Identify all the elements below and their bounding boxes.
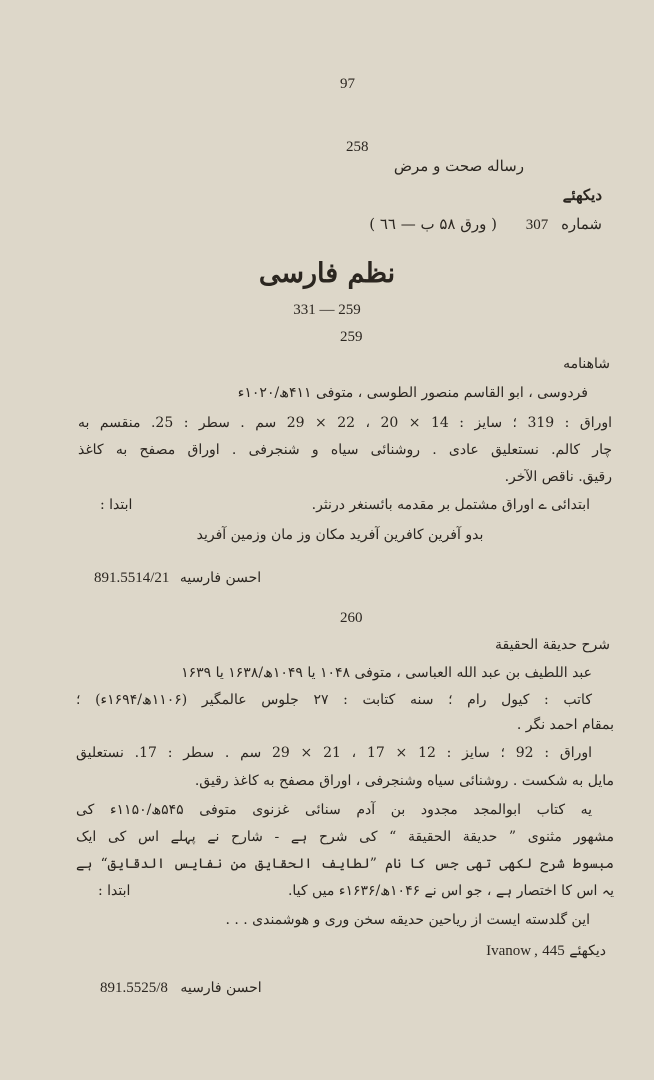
entry-259-verse: بدو آفرین کافرین آفرید مکان وز مان وزمین آفرید bbox=[196, 527, 484, 543]
section-258-shumara bbox=[369, 215, 602, 234]
entry-259-ibtida-label: ابتدا : bbox=[100, 497, 133, 513]
entry-260-number: 260 bbox=[340, 610, 363, 626]
section-258-number: 258 bbox=[346, 139, 369, 155]
entry-260-desc-line2: مایل به شکست . روشنائی سیاه وشنجرفی ، اوراق مصفح به کاغذ رقیق. bbox=[194, 773, 614, 789]
entry-260-ibtida-label: ابتدا : bbox=[98, 883, 131, 899]
section-heading: نظم فارسی bbox=[258, 258, 396, 289]
entry-260-note-line1: یه کتاب ابوالمجد مجدود بن آدم سنائی غزنوی متوفی ۵۴۵ھ/۱۱۵۰ء کی bbox=[76, 802, 592, 818]
entry-260-catalog-number: 891.5525/8 bbox=[100, 980, 168, 996]
entry-259-catalog-number: 891.5514/21 bbox=[94, 570, 170, 586]
entry-259-catalog bbox=[94, 570, 261, 587]
entry-260-see-ref: دیکھئے Ivanow , 445 bbox=[486, 943, 606, 959]
entry-260-note-line2: مشهور مثنوی ” حدیقة الحقیقة “ کی شرح ہے - شارح نے پہلے اس کی ایک bbox=[76, 829, 614, 845]
shumara-folio: ( ورق ۵۸ ب — ٦٦ ) bbox=[369, 215, 498, 233]
page-number: 97 bbox=[340, 76, 355, 92]
entry-259-desc-line3: رقیق. ناقص الآخر. bbox=[504, 469, 612, 485]
shumara-label: شماره bbox=[561, 215, 602, 233]
entry-259-catalog-label: احسن فارسیه bbox=[179, 570, 262, 586]
section-258-see: دیکھئے bbox=[562, 186, 602, 204]
entry-260-katib-line1: کاتب : کیول رام ؛ سنه کتابت : ۲۷ جلوس عالمگیر (۱۱۰۶ھ/۱۶۹۴ء) ؛ bbox=[76, 692, 592, 708]
entry-260-see-ref-number: 445 bbox=[542, 943, 565, 959]
entry-259-title: شاهنامه bbox=[563, 356, 610, 372]
entry-260-title: شرح حدیقة الحقیقة bbox=[495, 637, 610, 653]
entry-260-desc-line1: اوراق : 92 ؛ سایز : 12 × 17 ، 21 × 29 سم . سطر : 17. نستعلیق bbox=[76, 745, 592, 761]
entry-259-desc-line2: چار کالم. نستعلیق عادی . روشنائی سیاه و شنجرفی . اوراق مصفح به کاغذ bbox=[78, 442, 612, 458]
entry-260-catalog bbox=[100, 980, 262, 997]
entry-260-note-line4: یہ اس کا اختصار ہے ، جو اس نے ۱۰۴۶ھ/۱۶۳۶ء میں کیا. bbox=[287, 883, 614, 899]
shumara-number: 307 bbox=[525, 217, 549, 233]
entry-260-note-line3: مبسوط شرح لکھی تھی جس کا نام ”لطایف الحقایق من نفایس الدقایق“ ہے bbox=[76, 856, 614, 872]
entry-259-number: 259 bbox=[340, 329, 363, 345]
entry-260-catalog-label: احسن فارسیه bbox=[180, 980, 262, 996]
entry-260-see-ref-label: دیکھئے bbox=[569, 943, 606, 959]
heading-range: 331 — 259 bbox=[293, 302, 361, 318]
entry-259-author: فردوسی ، ابو القاسم منصور الطوسی ، متوفی ۴۱۱ھ/۱۰۲۰ء bbox=[237, 385, 588, 401]
entry-260-see-ref-name: Ivanow bbox=[486, 943, 531, 959]
entry-260-verse: این گلدسته ایست از ریاحین حدیقه سخن وری و هوشمندی . . . bbox=[225, 912, 590, 928]
section-258-title: رساله صحت و مرض bbox=[393, 157, 524, 175]
entry-260-katib-line2: بمقام احمد نگر . bbox=[516, 717, 614, 733]
entry-259-desc-line1: اوراق : 319 ؛ سایز : 14 × 20 ، 22 × 29 سم . سطر : 25. منقسم به bbox=[78, 415, 613, 431]
entry-260-author: عبد اللطیف بن عبد الله العباسی ، متوفی ۱۰۴۸ یا ۱۰۴۹ھ/۱۶۳۸ یا ۱۶۳۹ bbox=[181, 665, 592, 681]
entry-259-intro: ابتدائی ے اوراق مشتمل بر مقدمه بائسنغر درنثر. bbox=[311, 497, 590, 513]
